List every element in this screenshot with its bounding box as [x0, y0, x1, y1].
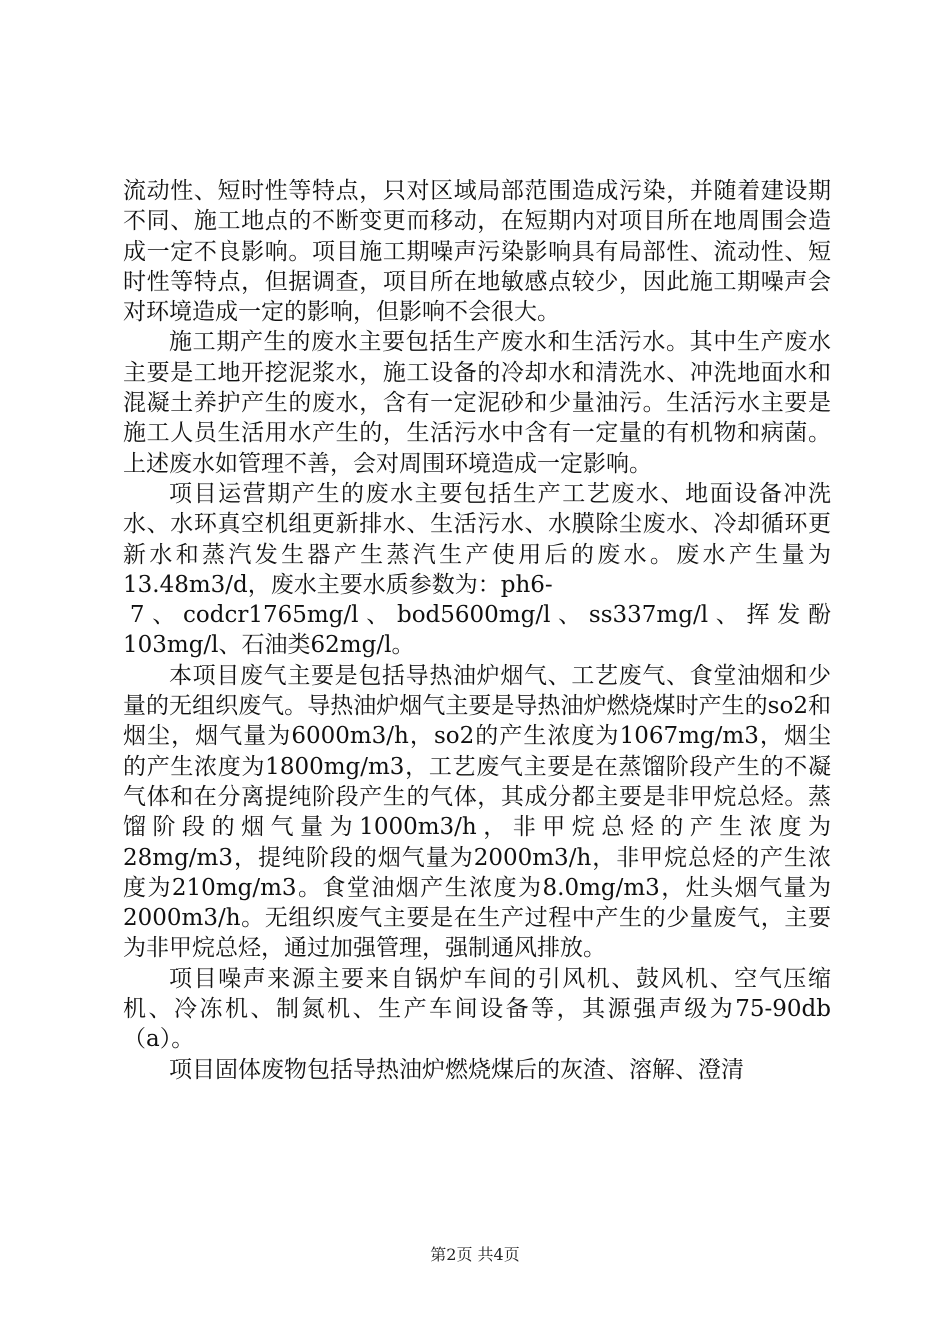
paragraph-solid-waste: 项目固体废物包括导热油炉燃烧煤后的灰渣、溶解、澄清 — [169, 1056, 744, 1083]
paragraph-noise-impact: 流动性、短时性等特点，只对区域局部范围造成污染，并随着建设期不同、施工地点的不断变更而移动，在短期内对项目所在地周围会造成一定不良影响。项目施工期噪声污染影响具有局部性、流动性、短时性等特点，但据调查，项目所在地敏感点较少，因此施工期噪声会对环境造成一定的影响，但影响不会很大。 — [123, 178, 831, 326]
document-body — [123, 176, 831, 1085]
paragraph-operation-wastewater: 项目运营期产生的废水主要包括生产工艺废水、地面设备冲洗水、水环真空机组更新排水、生活污水、水膜除尘废水、冷却循环更新水和蒸汽发生器产生蒸汽生产使用后的废水。废水产生量为13.48m3/d，废水主要水质参数为：ph6- — [123, 480, 831, 598]
page-footer: 第2页 共4页 — [430, 1245, 520, 1264]
paragraph-water-quality-params: 7、codcr1765mg/l、bod5600mg/l、ss337mg/l、挥发酚103mg/l、石油类62mg/l。 — [123, 602, 831, 659]
paragraph-construction-wastewater: 施工期产生的废水主要包括生产废水和生活污水。其中生产废水主要是工地开挖泥浆水，施工设备的冷却水和清洗水、冲洗地面水和混凝土养护产生的废水，含有一定泥砂和少量油污。生活污水主要是施工人员生活用水产生的，生活污水中含有一定量的有机物和病菌。上述废水如管理不善，会对周围环境造成一定影响。 — [123, 329, 831, 477]
paragraph-noise-source: 项目噪声来源主要来自锅炉车间的引风机、鼓风机、空气压缩机、冷冻机、制氮机、生产车间设备等，其源强声级为75-90db（a）。 — [123, 965, 831, 1053]
paragraph-exhaust-gas: 本项目废气主要是包括导热油炉烟气、工艺废气、食堂油烟和少量的无组织废气。导热油炉烟气主要是导热油炉燃烧煤时产生的so2和烟尘，烟气量为6000m3/h，so2的产生浓度为1067mg/m3，烟尘的产生浓度为1800mg/m3，工艺废气主要是在蒸馏阶段产生的不凝气体和在分离提纯阶段产生的气体，其成分都主要是非甲烷总烃。蒸馏阶段的烟气量为1000m3/h，非甲烷总烃的产生浓度为28mg/m3，提纯阶段的烟气量为2000m3/h，非甲烷总烃的产生浓度为210mg/m3。食堂油烟产生浓度为8.0mg/m3，灶头烟气量为2000m3/h。无组织废气主要是在生产过程中产生的少量废气，主要为非甲烷总烃，通过加强管理，强制通风排放。 — [123, 662, 831, 962]
